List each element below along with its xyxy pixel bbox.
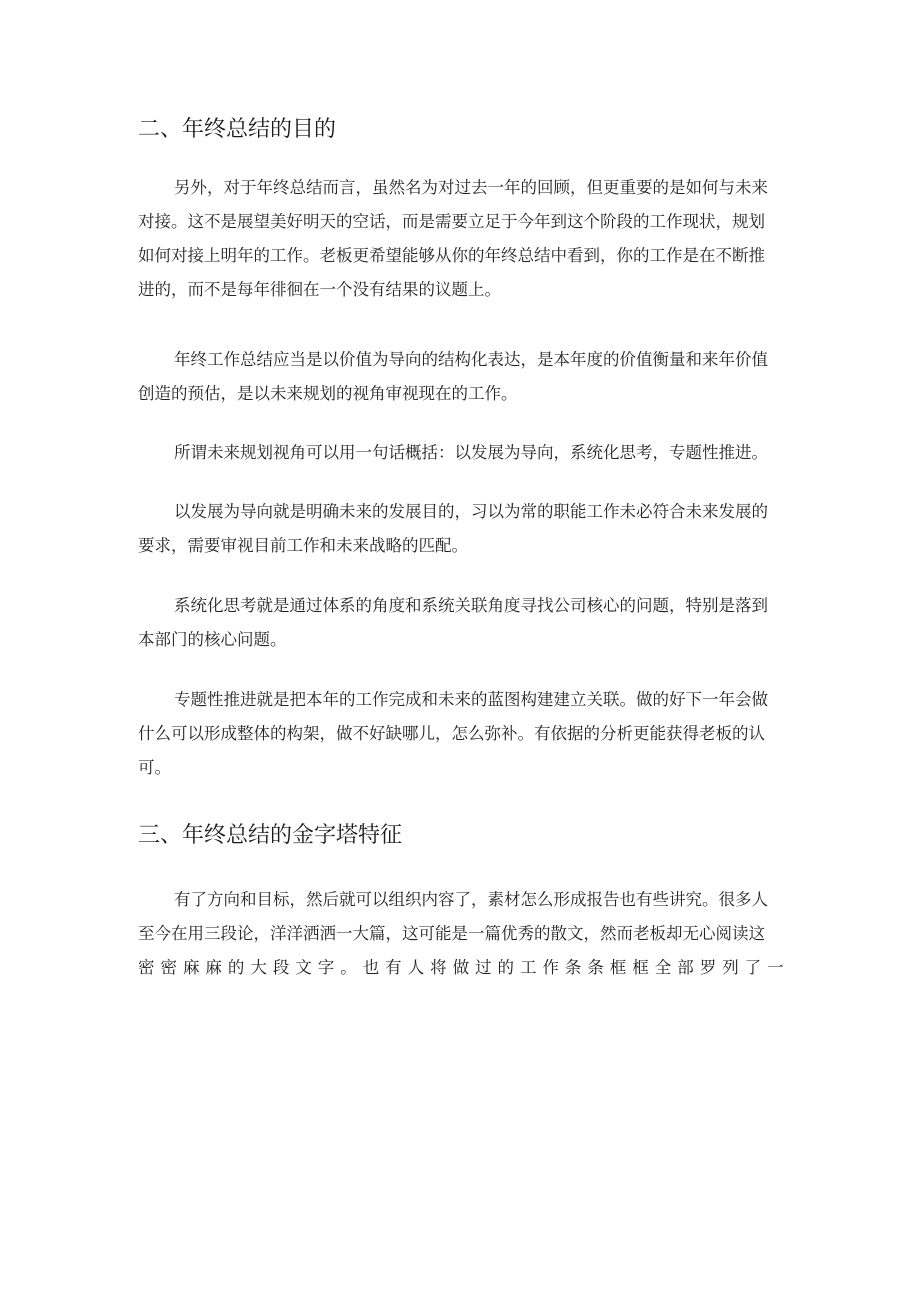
text-line: 可。: [138, 758, 171, 777]
text-char: 做: [452, 958, 470, 977]
section-2-paragraph-1: [138, 171, 788, 307]
text-char: 部: [677, 958, 694, 977]
section-2-heading: 二、年终总结的目的: [138, 117, 337, 142]
text-line-justified: [138, 951, 784, 985]
text-char: 工: [519, 958, 537, 977]
text-line: 以发展为导向就是明确未来的发展目的，习以为常的职能工作未必符合未来发展的: [174, 502, 768, 521]
section-3-heading: 三、年终总结的金字塔特征: [138, 823, 403, 848]
text-line: 年终工作总结应当是以价值为导向的结构化表达，是本年度的价值衡量和来年价值: [174, 350, 768, 369]
text-char: 条: [587, 958, 604, 977]
text-line: 创造的预估，是以未来规划的视角审视现在的工作。: [138, 384, 518, 403]
text-char: 列: [722, 958, 739, 977]
text-char: 麻: [205, 958, 222, 977]
text-line: 系统化思考就是通过体系的角度和系统关联角度寻找公司核心的问题，特别是落到: [174, 596, 768, 615]
text-char: 作: [542, 958, 559, 977]
text-line: 要求，需要审视目前工作和未来战略的匹配。: [138, 536, 468, 555]
text-char: 的: [227, 958, 245, 977]
text-line: 有了方向和目标，然后就可以组织内容了，素材怎么形成报告也有些讲究。很多人: [174, 890, 768, 909]
text-char: 密: [138, 958, 155, 977]
text-char: 了: [744, 958, 762, 977]
text-char: 。: [340, 958, 357, 977]
section-2-paragraph-5: [138, 589, 788, 657]
text-char: 的: [497, 958, 514, 977]
text-line: 专题性推进就是把本年的工作完成和未来的蓝图构建建立关联。做的好下一年会做: [174, 690, 768, 709]
text-line: 对接。这不是展望美好明天的空话，而是需要立足于今年到这个阶段的工作现状，规划: [138, 212, 765, 231]
text-char: 也: [362, 958, 380, 977]
text-char: 全: [654, 958, 672, 977]
text-char: 字: [317, 958, 335, 977]
text-char: 一: [767, 958, 784, 977]
section-3-paragraph-1: [138, 883, 788, 985]
text-char: 麻: [182, 958, 200, 977]
text-line: 进的，而不是每年徘徊在一个没有结果的议题上。: [138, 280, 501, 299]
text-char: 人: [407, 958, 425, 977]
text-line: 什么可以形成整体的构架，做不好缺哪儿，怎么弥补。有依据的分析更能获得老板的认: [138, 724, 765, 743]
text-char: 将: [430, 958, 447, 977]
text-char: 框: [609, 958, 627, 977]
text-line: 如何对接上明年的工作。老板更希望能够从你的年终总结中看到，你的工作是在不断推: [138, 246, 765, 265]
section-2-paragraph-2: [138, 343, 788, 411]
section-2-paragraph-6: [138, 683, 788, 785]
text-line: 所谓未来规划视角可以用一句话概括：以发展为导向，系统化思考，专题性推进。: [174, 443, 768, 462]
text-char: 罗: [699, 958, 717, 977]
text-char: 大: [250, 958, 267, 977]
text-line: 另外，对于年终总结而言，虽然名为对过去一年的回顾，但更重要的是如何与未来: [174, 178, 768, 197]
text-line: 本部门的核心问题。: [138, 630, 287, 649]
section-2-paragraph-3: [138, 436, 788, 470]
text-char: 段: [272, 958, 290, 977]
text-line: 至今在用三段论，洋洋洒洒一大篇，这可能是一篇优秀的散文，然而老板却无心阅读这: [138, 924, 765, 943]
section-2-paragraph-4: [138, 495, 788, 563]
text-char: 有: [385, 958, 402, 977]
text-char: 条: [564, 958, 582, 977]
text-char: 密: [160, 958, 177, 977]
text-char: 过: [475, 958, 492, 977]
text-char: 文: [295, 958, 312, 977]
text-char: 框: [632, 958, 649, 977]
